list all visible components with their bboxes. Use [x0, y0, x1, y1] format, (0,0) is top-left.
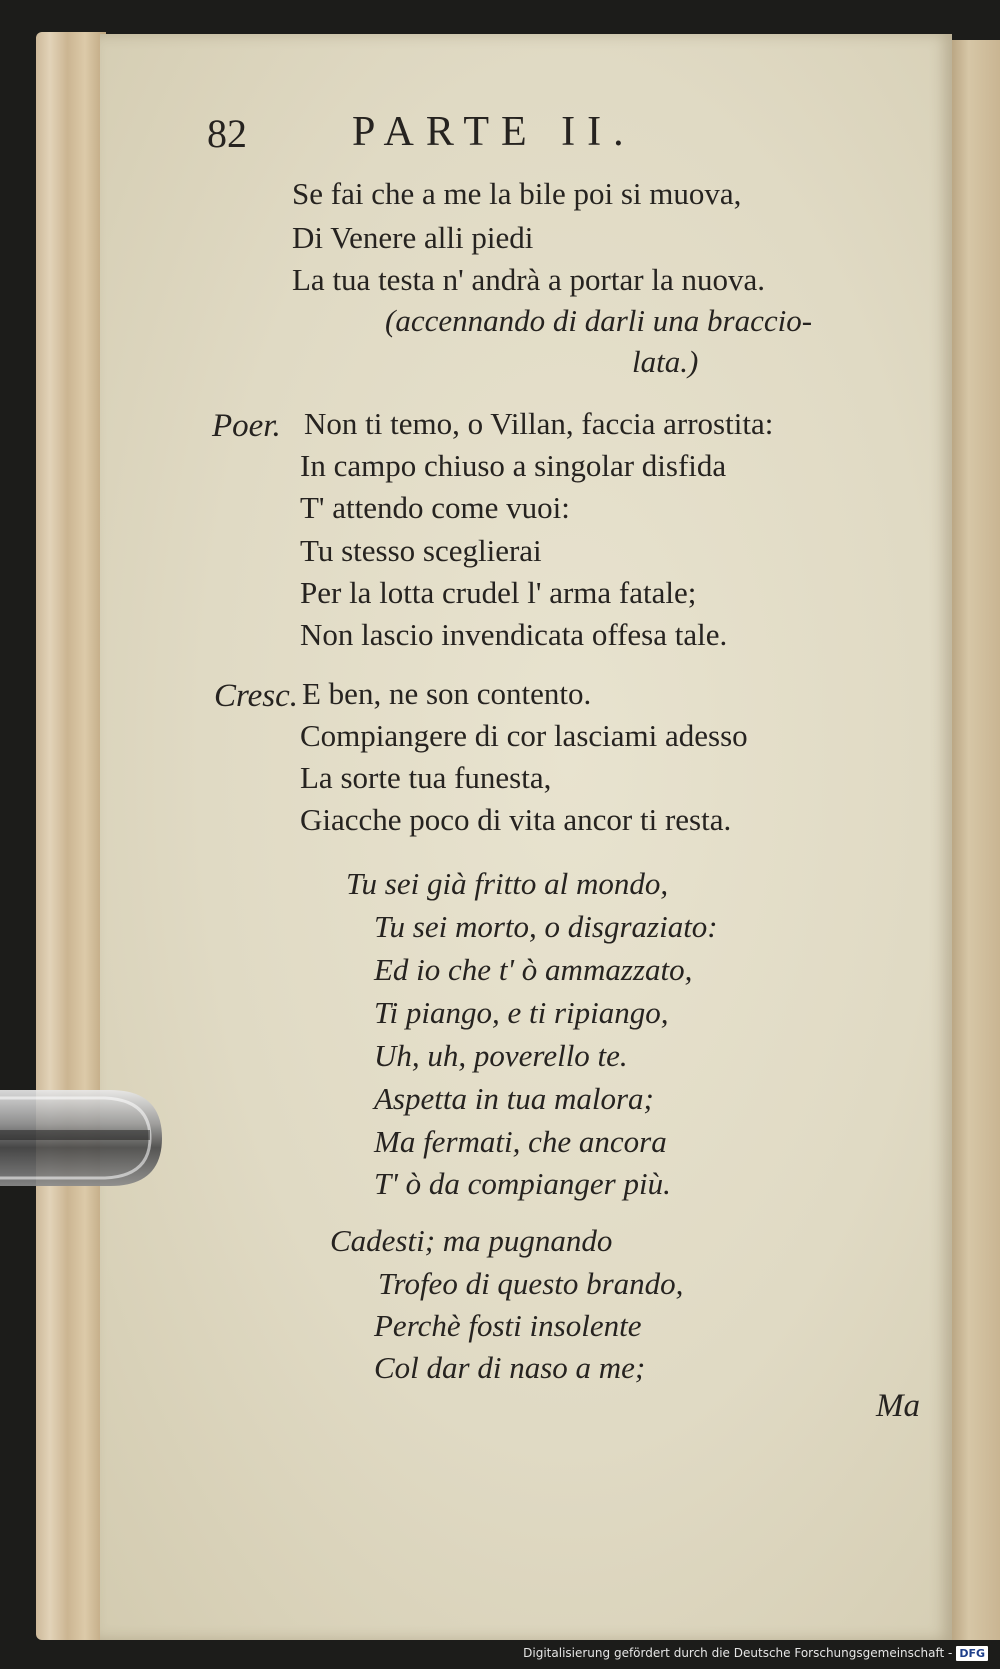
- aria-line: Cadesti; ma pugnando: [330, 1223, 613, 1258]
- aria-line: Ma fermati, che ancora: [374, 1124, 667, 1159]
- catchword: Ma: [876, 1388, 920, 1424]
- verse-line: La sorte tua funesta,: [300, 760, 552, 795]
- page-number: 82: [207, 111, 247, 156]
- verse-line: Compiangere di cor lasciami adesso: [300, 718, 748, 753]
- speaker-label: Cresc.: [214, 678, 299, 714]
- stage-direction: (accennando di darli una braccio-: [385, 303, 813, 338]
- aria-line: Tu sei già fritto al mondo,: [346, 866, 669, 901]
- verse-line: Giacche poco di vita ancor ti resta.: [300, 802, 732, 837]
- aria-line: T' ò da compianger più.: [374, 1166, 671, 1201]
- verse-line: Non ti temo, o Villan, faccia arrostita:: [304, 406, 774, 441]
- verse-line: T' attendo come vuoi:: [300, 490, 570, 525]
- aria-line: Aspetta in tua malora;: [374, 1081, 654, 1116]
- aria-line: Uh, uh, poverello te.: [374, 1038, 628, 1073]
- verse-line: La tua testa n' andrà a portar la nuova.: [292, 262, 765, 297]
- aria-line: Trofeo di questo brando,: [378, 1266, 684, 1301]
- aria-line: Ti piango, e ti ripiango,: [374, 995, 669, 1030]
- verse-line: Di Venere alli piedi: [292, 220, 534, 255]
- aria-line: Perchè fosti insolente: [374, 1308, 642, 1343]
- aria-line: Col dar di naso a me;: [374, 1350, 646, 1385]
- glass-clip-icon: [0, 1088, 165, 1188]
- speaker-label: Poer.: [212, 408, 281, 444]
- dfg-logo: DFG: [956, 1646, 988, 1661]
- verse-line: In campo chiuso a singolar disfida: [300, 448, 727, 483]
- aria-line: Ed io che t' ò ammazzato,: [374, 952, 693, 987]
- stage-direction: lata.): [632, 344, 699, 379]
- aria-line: Tu sei morto, o disgraziato:: [374, 909, 718, 944]
- digitization-credit: [523, 1643, 988, 1663]
- verse-line: Non lascio invendicata offesa tale.: [300, 617, 728, 652]
- verse-line: Tu stesso sceglierai: [300, 533, 542, 568]
- credit-text: Digitalisierung gefördert durch die Deutsche Forschungsgemeinschaft -: [523, 1646, 953, 1660]
- verse-line: Se fai che a me la bile poi si muova,: [292, 176, 742, 211]
- verse-line: Per la lotta crudel l' arma fatale;: [300, 575, 697, 610]
- verse-line: E ben, ne son contento.: [302, 676, 592, 711]
- running-title: PARTE II.: [352, 109, 636, 155]
